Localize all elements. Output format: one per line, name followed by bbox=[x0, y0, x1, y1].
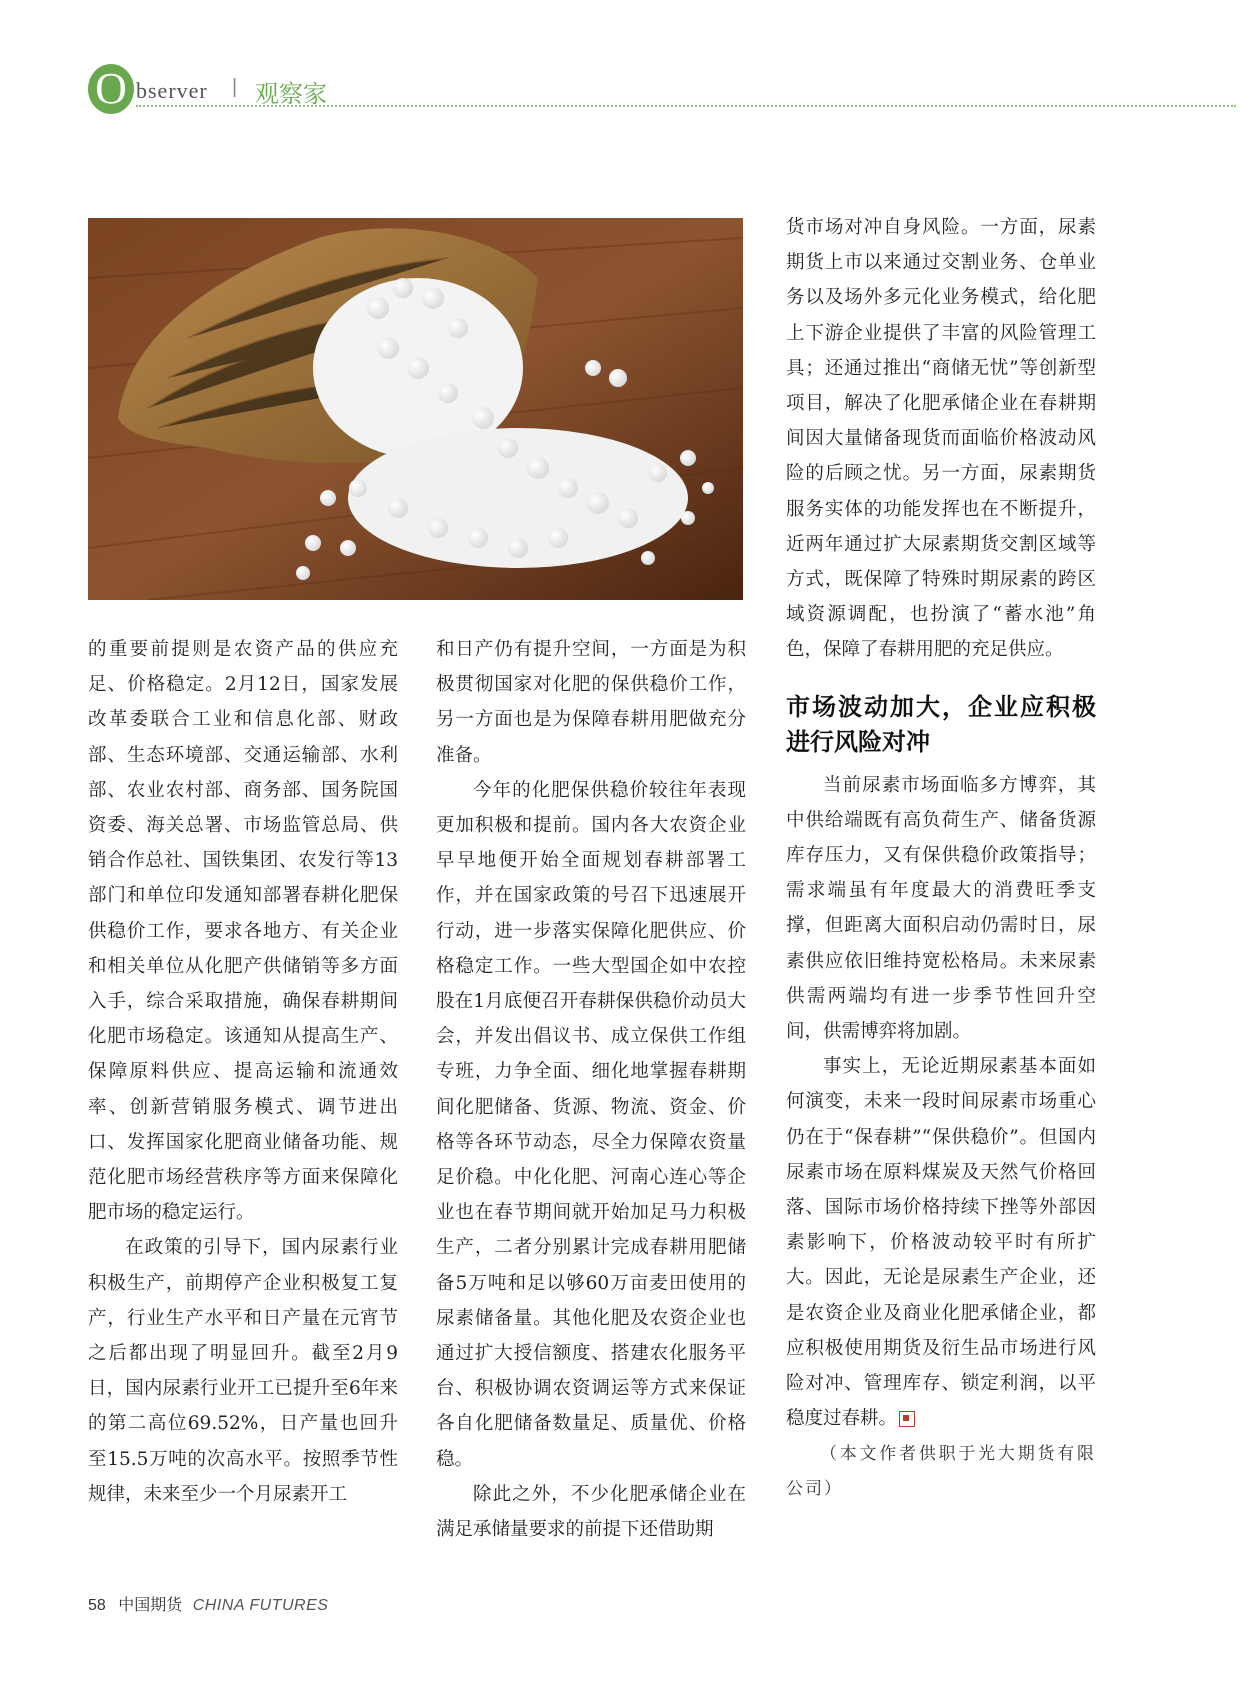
text-column-3 bbox=[786, 210, 1096, 1507]
paragraph bbox=[786, 1049, 1096, 1436]
observer-logo-word: bserver bbox=[136, 78, 208, 103]
section-title: 观察家 bbox=[255, 80, 327, 108]
paragraph: 和日产仍有提升空间，一方面是为积极贯彻国家对化肥的保供稳价工作，另一方面也是为保障春耕用肥做充分准备。 bbox=[436, 639, 746, 766]
urea-sack-photo bbox=[88, 218, 743, 600]
page-header bbox=[88, 58, 1238, 118]
paragraph-text: 事实上，无论近期尿素基本面如何演变，未来一段时间尿素市场重心仍在于“保春耕”“保供稳价”。但国内尿素市场在原料煤炭及天然气价格回落、国际市场价格持续下挫等外部因素影响下，价格波动较平时有所扩大。因此，无论是尿素生产企业，还是农资企业及商业化肥承储企业，都应积极使用期货及衍生品市场进行风险对冲、管理库存、锁定利润，以平稳度过春耕。 bbox=[786, 1056, 1096, 1430]
page-number: 58 bbox=[88, 1597, 106, 1614]
magazine-name-cn: 中国期货 bbox=[118, 1597, 183, 1614]
paragraph: 在政策的引导下，国内尿素行业积极生产，前期停产企业积极复工复产，行业生产水平和日产量在元宵节之后都出现了明显回升。截至2月9日，国内尿素行业开工已提升至6年来的第二高位69.52%，日产量也回升至15.5万吨的次高水平。按照季节性规律，未来至少一个月尿素开工 bbox=[88, 1237, 398, 1505]
paragraph: 的重要前提则是农资产品的供应充足、价格稳定。2月12日，国家发展改革委联合工业和信息化部、财政部、生态环境部、交通运输部、水利部、农业农村部、商务部、国务院国资委、海关总署、市场监管总局、供销合作总社、国铁集团、农发行等13部门和单位印发通知部署春耕化肥保供稳价工作，要求各地方、有关企业和相关单位从化肥产供储销等多方面入手，综合采取措施，确保春耕期间化肥市场稳定。该通知从提高生产、保障原料供应、提高运输和流通效率、创新营销服务模式、调节进出口、发挥国家化肥商业储备功能、规范化肥市场经营秩序等方面来保障化肥市场的稳定运行。 bbox=[88, 639, 398, 1224]
text-column-1 bbox=[88, 632, 398, 1512]
paragraph: 货市场对冲自身风险。一方面，尿素期货上市以来通过交割业务、仓单业务以及场外多元化业务模式，给化肥上下游企业提供了丰富的风险管理工具；还通过推出“商储无忧”等创新型项目，解决了化肥承储企业在春耕期间因大量储备现货而面临价格波动风险的后顾之忧。另一方面，尿素期货服务实体的功能发挥也在不断提升，近两年通过扩大尿素期货交割区域等方式，既保障了特殊时期尿素的跨区域资源调配，也扮演了“蓄水池”角色，保障了春耕用肥的充足供应。 bbox=[786, 217, 1096, 661]
paragraph: 当前尿素市场面临多方博弈，其中供给端既有高负荷生产、储备货源库存压力，又有保供稳价政策指导；需求端虽有年度最大的消费旺季支撑，但距离大面积启动仍需时日，尿素供应依旧维持宽松格局。未来尿素供需两端均有进一步季节性回升空间，供需博弈将加剧。 bbox=[786, 774, 1096, 1043]
urea-sack-illustration bbox=[88, 218, 743, 600]
author-note: （本文作者供职于光大期货有限公司） bbox=[786, 1443, 1096, 1499]
observer-logo-o: O bbox=[88, 64, 134, 114]
page-footer bbox=[88, 1592, 328, 1615]
magazine-name-en: CHINA FUTURES bbox=[192, 1597, 329, 1614]
text-column-2 bbox=[436, 632, 746, 1547]
section-subheading: 市场波动加大，企业应积极进行风险对冲 bbox=[786, 692, 1096, 756]
paragraph: 除此之外，不少化肥承储企业在满足承储量要求的前提下还借助期 bbox=[436, 1483, 746, 1541]
paragraph: 今年的化肥保供稳价较往年表现更加积极和提前。国内各大农资企业早早地便开始全面规划春耕部署工作，并在国家政策的号召下迅速展开行动，进一步落实保障化肥供应、价格稳定工作。一些大型国企如中农控股在1月底便召开春耕保供稳价动员大会，并发出倡议书、成立保供工作组专班，力争全面、细化地掌握春耕期间化肥储备、货源、物流、资金、价格等各环节动态，尽全力保障农资量足价稳。中化化肥、河南心连心等企业也在春节期间就开始加足马力积极生产，二者分别累计完成春耕用肥储备5万吨和足以够60万亩麦田使用的尿素储备量。其他化肥及农资企业也通过扩大授信额度、搭建农化服务平台、积极协调农资调运等方式来保证各自化肥储备数量足、质量优、价格稳。 bbox=[436, 779, 746, 1470]
end-mark-icon bbox=[899, 1411, 915, 1427]
header-separator: | bbox=[232, 76, 238, 98]
header-dotted-rule bbox=[136, 105, 1236, 107]
